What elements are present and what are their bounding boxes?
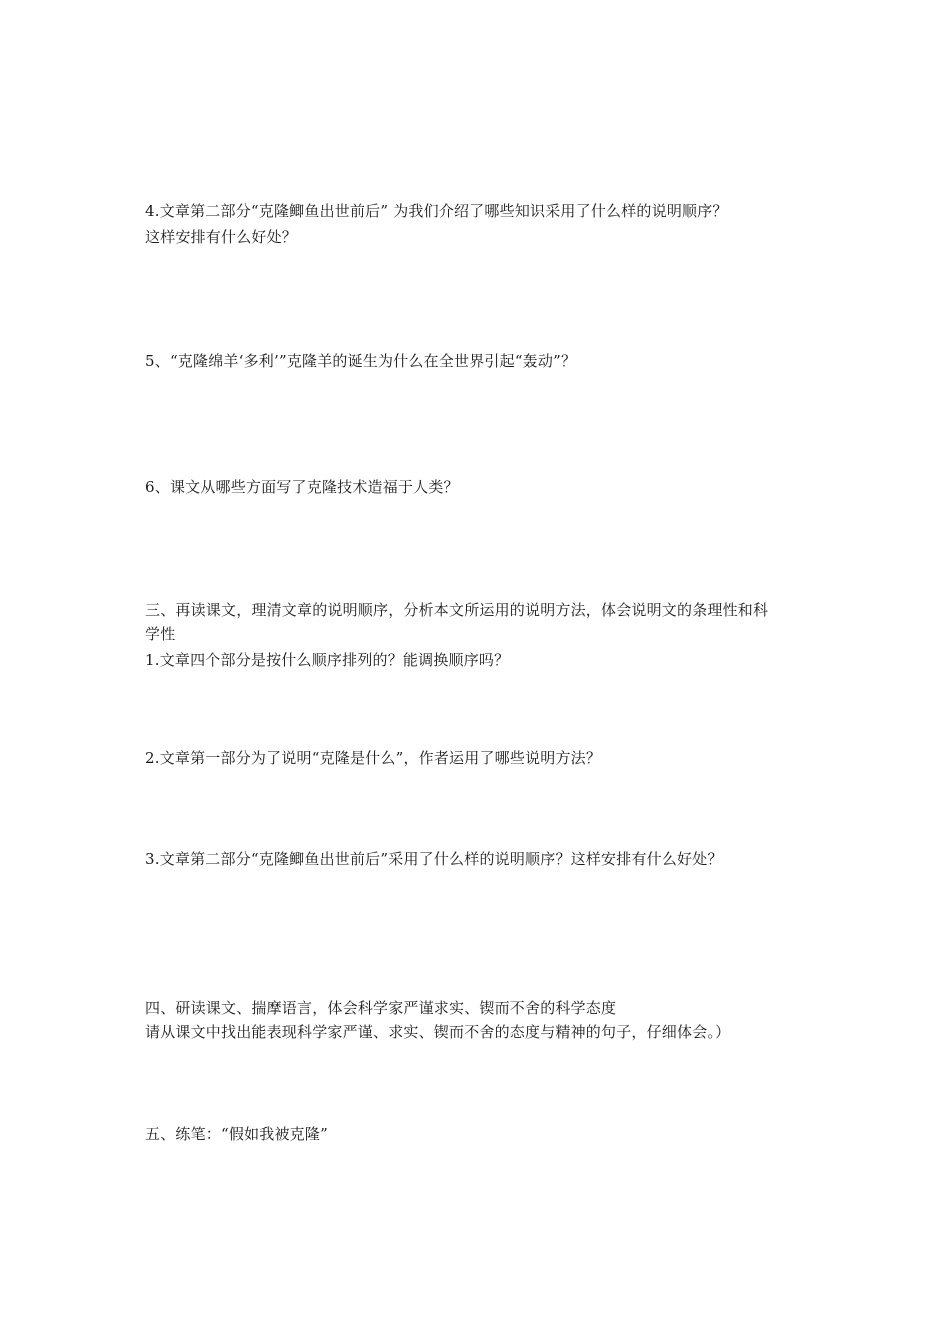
question-6: 6、课文从哪些方面写了克隆技术造福于人类？ bbox=[145, 478, 459, 496]
section-4-heading: 四、研读课文、揣摩语言，体会科学家严谨求实、锲而不舍的科学态度 bbox=[145, 999, 617, 1017]
question-4-line-2: 这样安排有什么好处？ bbox=[145, 228, 298, 246]
section-3-heading-line-1: 三、再读课文，理清文章的说明顺序，分析本文所运用的说明方法，体会说明文的条理性和科 bbox=[145, 601, 769, 619]
section-3-question-2: 2.文章第一部分为了说明“克隆是什么”，作者运用了哪些说明方法？ bbox=[145, 749, 602, 767]
section-4-prompt: 请从课文中找出能表现科学家严谨、求实、锲而不舍的态度与精神的句子，仔细体会。） bbox=[145, 1023, 731, 1041]
question-5: 5、“克隆绵羊‘多利’”克隆羊的诞生为什么在全世界引起“轰动”？ bbox=[145, 352, 577, 370]
section-3-question-1: 1.文章四个部分是按什么顺序排列的？能调换顺序吗？ bbox=[145, 651, 510, 669]
section-3-question-3: 3.文章第二部分“克隆鲫鱼出世前后”采用了什么样的说明顺序？这样安排有什么好处？ bbox=[145, 850, 723, 868]
section-5-heading: 五、练笔：“假如我被克隆” bbox=[145, 1125, 328, 1143]
question-4-line-1: 4.文章第二部分“克隆鲫鱼出世前后” 为我们介绍了哪些知识采用了什么样的说明顺序？ bbox=[145, 202, 728, 220]
section-3-heading-line-2: 学性 bbox=[145, 625, 176, 643]
